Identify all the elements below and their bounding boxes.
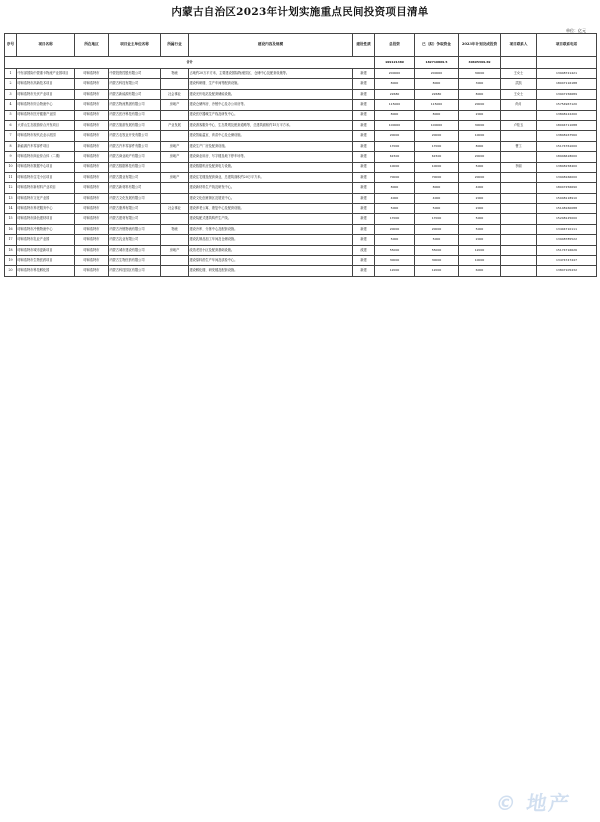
description: 建设新材料生产线及研发中心。	[189, 183, 353, 193]
raised-funds: 22680	[415, 89, 459, 99]
raised-funds: 4000	[415, 193, 459, 203]
raised-funds: 20000	[415, 131, 459, 141]
contact-person: 王女士	[501, 89, 537, 99]
table-row	[5, 256, 597, 266]
project-name: 呼和浩特市新材料产业项目	[17, 183, 75, 193]
plan-2023: 2000	[459, 235, 501, 245]
region: 呼和浩特市	[75, 193, 109, 203]
nature: 新建	[353, 141, 375, 151]
raised-funds: 5000	[415, 204, 459, 214]
plan-2023: 8000	[459, 89, 501, 99]
contact-phone: 13848158400	[537, 162, 597, 172]
industry	[161, 266, 189, 276]
header-cell: 项目业主单位名称	[109, 34, 161, 57]
nature: 新建	[353, 183, 375, 193]
industry: 物流	[161, 69, 189, 79]
contact-phone: 15174716626	[537, 245, 597, 255]
description: 建设乳制品加工车间及仓储设施。	[189, 235, 353, 245]
row-no: 20	[5, 266, 17, 276]
table-row	[5, 266, 597, 276]
row-no: 18	[5, 245, 17, 255]
industry: 房地产	[161, 100, 189, 110]
contact-person: 曹工	[501, 141, 537, 151]
description: 建设文化创意街区及展览中心。	[189, 193, 353, 203]
contact-phone: 15248125000	[537, 214, 597, 224]
region: 呼和浩特市	[75, 172, 109, 182]
project-name: 呼和浩特市乳业产业园	[17, 235, 75, 245]
row-no: 17	[5, 235, 17, 245]
industry	[161, 131, 189, 141]
description: 建设数据机房及配套电力设施。	[189, 162, 353, 172]
table-row	[5, 235, 597, 245]
raised-funds: 17000	[415, 141, 459, 151]
owner: 内蒙古农牧业开发有限公司	[109, 131, 161, 141]
row-no: 6	[5, 120, 17, 130]
owner: 内蒙古乳业有限公司	[109, 235, 161, 245]
contact-phone: 13848122200	[537, 110, 597, 120]
region: 呼和浩特市	[75, 69, 109, 79]
table-row	[5, 120, 597, 130]
row-no: 5	[5, 110, 17, 120]
plan-2023: 10000	[459, 256, 501, 266]
header-cell: 项目联系电话	[537, 34, 597, 57]
row-no: 8	[5, 141, 17, 151]
plan-2023: 6000	[459, 266, 501, 276]
table-row	[5, 193, 597, 203]
raised-funds: 70000	[415, 172, 459, 182]
contact-person	[501, 224, 537, 234]
total-investment: 200000	[375, 69, 415, 79]
region: 呼和浩特市	[75, 224, 109, 234]
owner: 内蒙古新材料有限公司	[109, 183, 161, 193]
plan-2023: 30000	[459, 120, 501, 130]
raised-funds: 20000	[415, 224, 459, 234]
total-investment: 115000	[375, 100, 415, 110]
total-investment: 8000	[375, 110, 415, 120]
total-investment: 55000	[375, 245, 415, 255]
raised-funds: 55000	[415, 245, 459, 255]
project-name: 中东部国际中蒙重卡物流产业园项目	[17, 69, 75, 79]
project-name: 大青山生态旅游综合开发项目	[17, 120, 75, 130]
raised-funds: 8000	[415, 79, 459, 89]
industry: 社会事业	[161, 89, 189, 99]
table-row	[5, 224, 597, 234]
nature: 新建	[353, 69, 375, 79]
row-no: 13	[5, 193, 17, 203]
description: 占地约20万平方米，主要建设国际物流园区、仓储中心及配套设施等。	[189, 69, 353, 79]
region: 呼和浩特市	[75, 110, 109, 120]
raised-funds: 17000	[415, 214, 459, 224]
raised-funds: 12000	[415, 266, 459, 276]
project-name: 呼和浩特市冷链物流中心	[17, 224, 75, 234]
raised-funds: 115000	[415, 100, 459, 110]
grand-total-row	[5, 57, 597, 69]
row-no: 19	[5, 256, 17, 266]
row-no: 14	[5, 204, 17, 214]
raised-funds: 100000	[415, 120, 459, 130]
contact-phone: 13848167560	[537, 131, 597, 141]
owner: 内蒙古数据科技有限公司	[109, 162, 161, 172]
region: 呼和浩特市	[75, 214, 109, 224]
nature: 新建	[353, 224, 375, 234]
project-name: 呼和浩特市住宅小区项目	[17, 172, 75, 182]
header-cell: 2023年计划完成投资	[459, 34, 501, 57]
contact-phone: 15148160088	[537, 204, 597, 214]
table-row	[5, 89, 597, 99]
owner: 内蒙古科技园区有限公司	[109, 266, 161, 276]
contact-phone: 13404710111	[537, 224, 597, 234]
description: 改造老旧小区及配套基础设施。	[189, 245, 353, 255]
total-label: 合计	[5, 57, 375, 69]
industry	[161, 79, 189, 89]
description: 建设商业用房、写字楼及地下停车场等。	[189, 152, 353, 162]
contact-person	[501, 131, 537, 141]
plan-2023: 3000	[459, 79, 501, 89]
raised-funds: 30000	[415, 256, 459, 266]
table-row	[5, 100, 597, 110]
contact-phone: 13947156689	[537, 89, 597, 99]
description: 建设医疗器械生产线及研发中心。	[189, 110, 353, 120]
region: 呼和浩特市	[75, 120, 109, 130]
table-row	[5, 152, 597, 162]
nature: 新建	[353, 131, 375, 141]
row-no: 11	[5, 172, 17, 182]
contact-phone: 13948721421	[537, 69, 597, 79]
total-investment: 61500	[375, 152, 415, 162]
header-cell: 建设性质	[353, 34, 375, 57]
industry	[161, 193, 189, 203]
contact-person	[501, 172, 537, 182]
contact-phone: 15174761000	[537, 141, 597, 151]
header-row	[5, 34, 597, 57]
table-row	[5, 79, 597, 89]
plan-2023: 12000	[459, 245, 501, 255]
owner: 内蒙古城市建设有限公司	[109, 245, 161, 255]
description: 建设冷库、分拣中心及配套设施。	[189, 224, 353, 234]
total-investment: 12000	[375, 266, 415, 276]
nature: 新建	[353, 152, 375, 162]
region: 呼和浩特市	[75, 235, 109, 245]
description: 建设孵化楼、研发楼及配套设施。	[189, 266, 353, 276]
total-investment: 5000	[375, 235, 415, 245]
table-row	[5, 141, 597, 151]
header-cell: 所属行业	[161, 34, 189, 57]
project-name: 呼和浩特市高新技术项目	[17, 79, 75, 89]
row-no: 7	[5, 131, 17, 141]
industry: 房地产	[161, 245, 189, 255]
contact-phone: 18047256690	[537, 183, 597, 193]
total-investment: 30000	[375, 256, 415, 266]
nature: 新建	[353, 120, 375, 130]
region: 呼和浩特市	[75, 131, 109, 141]
owner: 内蒙古建材有限公司	[109, 214, 161, 224]
project-name: 呼和浩特市医疗健康产业园	[17, 110, 75, 120]
raised-funds: 8000	[415, 110, 459, 120]
project-name: 新能源汽车零部件项目	[17, 141, 75, 151]
industry	[161, 214, 189, 224]
table-row	[5, 131, 597, 141]
plan-2023: 30000	[459, 69, 501, 79]
region: 呼和浩特市	[75, 183, 109, 193]
owner: 内蒙古商业地产有限公司	[109, 152, 161, 162]
contact-person	[501, 235, 537, 245]
plan-2023: 20000	[459, 152, 501, 162]
nature: 新建	[353, 266, 375, 276]
table-row	[5, 172, 597, 182]
total-investment: 199121489	[375, 57, 415, 69]
contact-person	[501, 214, 537, 224]
contact-person	[501, 266, 537, 276]
raised-funds: 5000	[415, 235, 459, 245]
contact-person: 王女士	[501, 69, 537, 79]
contact-phone: 15754967120	[537, 100, 597, 110]
plan-2023: 2000	[459, 193, 501, 203]
total-investment: 22680	[375, 89, 415, 99]
total-plan: 40695399.69	[459, 57, 501, 69]
nature: 新建	[353, 204, 375, 214]
contact-person	[501, 204, 537, 214]
contact-person	[501, 193, 537, 203]
table-row	[5, 69, 597, 79]
total-investment: 8000	[375, 79, 415, 89]
project-name: 呼和浩特市现代农业示范园	[17, 131, 75, 141]
industry	[161, 162, 189, 172]
industry: 物流	[161, 224, 189, 234]
contact-phone: 18047116188	[537, 79, 597, 89]
project-name: 呼和浩特市养老服务中心	[17, 204, 75, 214]
total-investment: 5000	[375, 204, 415, 214]
header-cell: 已（拟）争取资金	[415, 34, 459, 57]
plan-2023: 5000	[459, 162, 501, 172]
project-name: 呼和浩特市综合物流中心	[17, 100, 75, 110]
contact-person: 尚月	[501, 100, 537, 110]
total-investment: 20000	[375, 224, 415, 234]
raised-funds: 200000	[415, 69, 459, 79]
contact-phone: 13948785522	[537, 235, 597, 245]
industry: 房地产	[161, 172, 189, 182]
region: 呼和浩特市	[75, 89, 109, 99]
table-row	[5, 204, 597, 214]
nature: 新建	[353, 89, 375, 99]
row-no: 3	[5, 89, 17, 99]
nature: 改建	[353, 245, 375, 255]
nature: 新建	[353, 193, 375, 203]
region: 呼和浩特市	[75, 152, 109, 162]
contact-phone: 18946618000	[537, 152, 597, 162]
row-no: 12	[5, 183, 17, 193]
nature: 新建	[353, 162, 375, 172]
owner: 内蒙古置业有限公司	[109, 172, 161, 182]
region: 呼和浩特市	[75, 100, 109, 110]
description: 建设科研楼、生产车间等配套设施。	[189, 79, 353, 89]
contact-phone: 13948166000	[537, 172, 597, 182]
plan-2023: 5000	[459, 214, 501, 224]
project-name: 呼和浩特市生物医药项目	[17, 256, 75, 266]
owner: 内蒙古科技有限公司	[109, 79, 161, 89]
nature: 新建	[353, 100, 375, 110]
total-investment: 17000	[375, 141, 415, 151]
contact-phone: 15048118910	[537, 193, 597, 203]
region: 呼和浩特市	[75, 245, 109, 255]
description: 建设游客服务中心、生态景观及配套道路等，总建筑面积约15万平方米。	[189, 120, 353, 130]
contact-phone: 13474747447	[537, 256, 597, 266]
table-row	[5, 110, 597, 120]
total-investment: 17000	[375, 214, 415, 224]
header-cell: 项目联系人	[501, 34, 537, 57]
row-no: 4	[5, 100, 17, 110]
contact-person: 李丽	[501, 162, 537, 172]
row-no: 16	[5, 224, 17, 234]
header-cell: 项目名称	[17, 34, 75, 57]
header-cell: 总投资	[375, 34, 415, 57]
project-name: 呼和浩特市数据中心项目	[17, 162, 75, 172]
row-no: 1	[5, 69, 17, 79]
industry: 房地产	[161, 141, 189, 151]
table-row	[5, 214, 597, 224]
nature: 新建	[353, 214, 375, 224]
industry	[161, 256, 189, 266]
contact-phone: 18004711088	[537, 120, 597, 130]
page-title: 内蒙古自治区2023年计划实施重点民间投资项目清单	[171, 6, 429, 18]
watermark-logo: © 地产ᅟ	[493, 791, 592, 815]
plan-2023: 8000	[459, 141, 501, 151]
contact-person	[501, 245, 537, 255]
nature: 新建	[353, 256, 375, 266]
contact-person	[501, 256, 537, 266]
contact-person	[501, 183, 537, 193]
description: 建设原料药生产车间及质检中心。	[189, 256, 353, 266]
description: 建设仓储库房、冷链中心及办公用房等。	[189, 100, 353, 110]
plan-2023: 2000	[459, 110, 501, 120]
owner: 内蒙古旅游发展有限公司	[109, 120, 161, 130]
industry	[161, 183, 189, 193]
region: 呼和浩特市	[75, 204, 109, 214]
region: 呼和浩特市	[75, 256, 109, 266]
contact-person: 卢桂玉	[501, 120, 537, 130]
description: 建设光伏电站及配套储能设施。	[189, 89, 353, 99]
region: 呼和浩特市	[75, 141, 109, 151]
nature: 新建	[353, 172, 375, 182]
contact-person: 武凯	[501, 79, 537, 89]
header-cell: 所在地区	[75, 34, 109, 57]
total-investment: 70000	[375, 172, 415, 182]
header-cell: 建设内容及规模	[189, 34, 353, 57]
plan-2023: 2000	[459, 204, 501, 214]
project-name: 呼和浩特市光伏产业项目	[17, 89, 75, 99]
project-name: 呼和浩特市文化产业园	[17, 193, 75, 203]
plan-2023: 10000	[459, 131, 501, 141]
description: 建设生产厂房及配套设施。	[189, 141, 353, 151]
description: 建设装配式建筑构件生产线。	[189, 214, 353, 224]
contact-person	[501, 110, 537, 120]
total-raised: 182719869.5	[415, 57, 459, 69]
description: 建设养老公寓、康复中心及配套设施。	[189, 204, 353, 214]
row-no: 15	[5, 214, 17, 224]
plan-2023: 4000	[459, 183, 501, 193]
owner: 内蒙古汽车零部件有限公司	[109, 141, 161, 151]
project-name: 呼和浩特市商业综合体（二期）	[17, 152, 75, 162]
row-no: 9	[5, 152, 17, 162]
owner: 内蒙古康养有限公司	[109, 204, 161, 214]
region: 呼和浩特市	[75, 266, 109, 276]
industry: 房地产	[161, 152, 189, 162]
industry	[161, 110, 189, 120]
industry	[161, 235, 189, 245]
owner: 内蒙古生物医药有限公司	[109, 256, 161, 266]
industry: 产业发展	[161, 120, 189, 130]
industry: 社会事业	[161, 204, 189, 214]
nature: 新建	[353, 79, 375, 89]
total-investment: 100000	[375, 120, 415, 130]
total-investment: 8000	[375, 183, 415, 193]
table-row	[5, 245, 597, 255]
plan-2023: 20000	[459, 172, 501, 182]
owner: 中蒙投资控股有限公司	[109, 69, 161, 79]
region: 呼和浩特市	[75, 79, 109, 89]
nature: 新建	[353, 110, 375, 120]
description: 建设智能温室、育苗中心及仓储设施。	[189, 131, 353, 141]
nature: 新建	[353, 235, 375, 245]
owner: 内蒙古医疗科技有限公司	[109, 110, 161, 120]
owner: 内蒙古物流集团有限公司	[109, 100, 161, 110]
owner: 内蒙古新能源有限公司	[109, 89, 161, 99]
project-name: 呼和浩特市科技孵化园	[17, 266, 75, 276]
project-name: 呼和浩特市绿色建材项目	[17, 214, 75, 224]
plan-2023: 20000	[459, 100, 501, 110]
raised-funds: 10000	[415, 162, 459, 172]
row-no: 2	[5, 79, 17, 89]
description: 建设住宅楼及配套商业，总建筑面积约20万平方米。	[189, 172, 353, 182]
total-investment: 20000	[375, 131, 415, 141]
row-no: 10	[5, 162, 17, 172]
plan-2023: 5000	[459, 224, 501, 234]
raised-funds: 61500	[415, 152, 459, 162]
region: 呼和浩特市	[75, 162, 109, 172]
table-row	[5, 183, 597, 193]
project-name: 呼和浩特市城市更新项目	[17, 245, 75, 255]
total-investment: 10000	[375, 162, 415, 172]
owner: 内蒙古冷链物流有限公司	[109, 224, 161, 234]
header-cell: 序号	[5, 34, 17, 57]
table-row	[5, 162, 597, 172]
total-investment: 4000	[375, 193, 415, 203]
contact-person	[501, 152, 537, 162]
project-table	[4, 33, 597, 277]
contact-phone: 13847105432	[537, 266, 597, 276]
owner: 内蒙古文化发展有限公司	[109, 193, 161, 203]
raised-funds: 8000	[415, 183, 459, 193]
unit-label: 单位：亿元	[566, 28, 586, 33]
